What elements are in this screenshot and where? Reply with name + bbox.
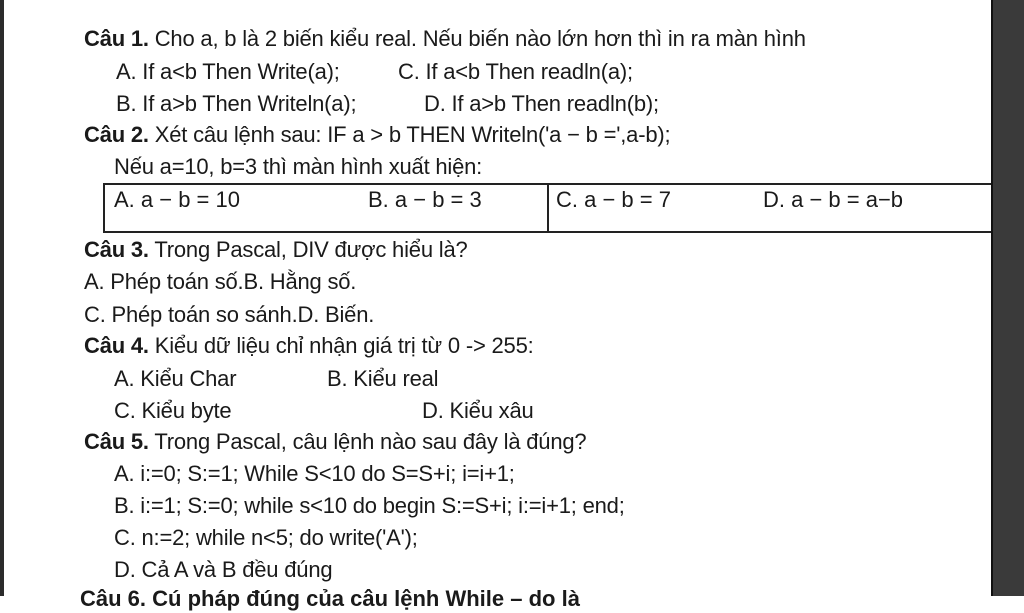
question-5 <box>84 428 586 456</box>
question-3-label: Câu 3. <box>84 237 149 262</box>
q5-option-a: A. i:=0; S:=1; While S<10 do S=S+i; i=i+1; <box>114 461 515 486</box>
q1-option-b: B. If a>b Then Writeln(a); <box>116 91 357 116</box>
q3-options-line-2: C. Phép toán so sánh.D. Biến. <box>84 302 375 327</box>
question-4 <box>84 332 534 360</box>
question-6-cutoff <box>80 585 640 611</box>
q1-option-a: A. If a<b Then Write(a); <box>116 59 340 84</box>
q4-option-c: C. Kiểu byte <box>114 398 232 423</box>
q2-option-c: C. a − b = 7 <box>556 187 671 212</box>
answer-table-divider <box>547 183 549 233</box>
question-2-text: Xét câu lệnh sau: IF a > b THEN Writeln('a − b =',a-b); <box>148 122 671 147</box>
question-4-label: Câu 4. <box>84 333 149 358</box>
q5-option-c: C. n:=2; while n<5; do write('A'); <box>114 525 418 550</box>
question-1 <box>84 25 806 53</box>
q5-option-d: D. Cả A và B đều đúng <box>114 557 333 582</box>
question-2-subtext: Nếu a=10, b=3 thì màn hình xuất hiện: <box>114 154 483 179</box>
question-3-text: Trong Pascal, DIV được hiểu là? <box>148 237 468 262</box>
right-edge-shadow <box>991 0 1024 596</box>
question-1-text: Cho a, b là 2 biến kiểu real. Nếu biến nào lớn hơn thì in ra màn hình <box>148 26 806 51</box>
q5-option-b: B. i:=1; S:=0; while s<10 do begin S:=S+i; i:=i+1; end; <box>114 493 625 518</box>
q4-option-a: A. Kiểu Char <box>114 366 237 391</box>
question-6-partial: Câu 6. Cú pháp đúng của câu lệnh While – do là <box>80 586 580 611</box>
left-edge-shadow <box>0 0 4 596</box>
right-edge-line <box>991 0 993 596</box>
question-1-label: Câu 1. <box>84 26 149 51</box>
question-2-label: Câu 2. <box>84 122 149 147</box>
q4-option-b: B. Kiểu real <box>327 366 439 391</box>
question-5-label: Câu 5. <box>84 429 149 454</box>
q1-option-d: D. If a>b Then readln(b); <box>424 91 659 116</box>
q1-option-c: C. If a<b Then readln(a); <box>398 59 633 84</box>
q2-option-b: B. a − b = 3 <box>368 187 482 212</box>
q2-option-d: D. a − b = a−b <box>763 187 904 212</box>
question-5-text: Trong Pascal, câu lệnh nào sau đây là đúng? <box>148 429 587 454</box>
question-2 <box>84 121 670 149</box>
question-3 <box>84 236 468 264</box>
q2-option-a: A. a − b = 10 <box>114 187 240 212</box>
q3-options-line-1: A. Phép toán số.B. Hằng số. <box>84 269 357 294</box>
q4-option-d: D. Kiểu xâu <box>422 398 534 423</box>
question-4-text: Kiểu dữ liệu chỉ nhận giá trị từ 0 -> 255: <box>148 333 534 358</box>
